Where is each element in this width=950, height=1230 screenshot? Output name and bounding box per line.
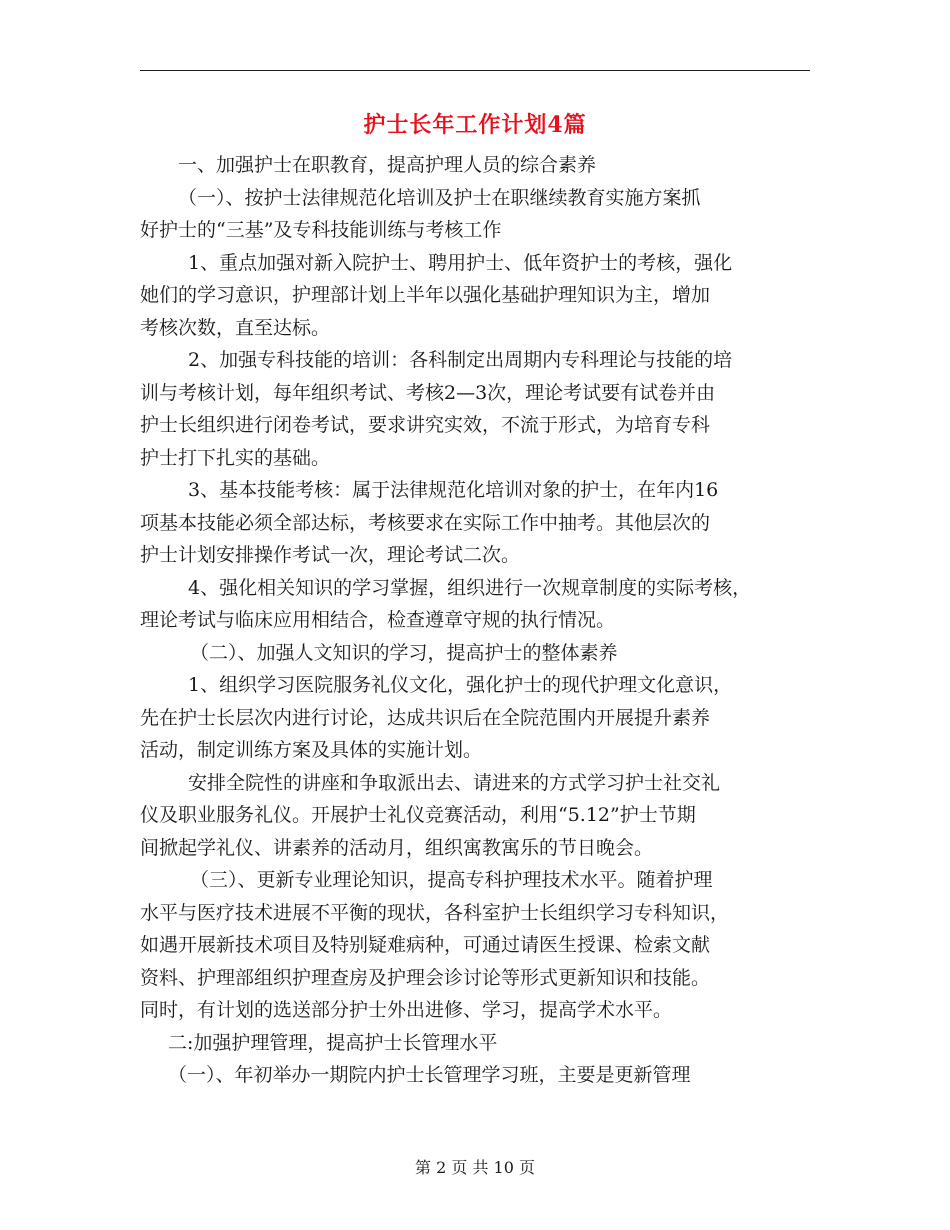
paragraph-line: 3、基本技能考核：属于法律规范化培训对象的护士，在年内16: [188, 479, 719, 501]
document-body: [140, 149, 812, 1092]
paragraph-line: 水平与医疗技术进展不平衡的现状，各科室护士长组织学习专科知识，: [140, 901, 730, 924]
paragraph-line: 先在护士长层次内进行讨论，达成共识后在全院范围内开展提升素养: [140, 706, 711, 729]
header-rule: [140, 70, 810, 71]
section-heading: 二:加强护理管理，提高护士长管理水平: [168, 1031, 498, 1054]
paragraph-line: 4、强化相关知识的学习掌握，组织进行一次规章制度的实际考核，: [188, 576, 752, 599]
paragraph-line: 资料、护理部组织护理查房及护理会诊讨论等形式更新知识和技能。: [140, 966, 711, 989]
paragraph-line: 间掀起学礼仪、讲素养的活动月，组织寓教寓乐的节日晚会。: [140, 836, 654, 859]
paragraph-line: 好护士的“三基”及专科技能训练与考核工作: [140, 219, 502, 241]
paragraph-line: 1、组织学习医院服务礼仪文化，强化护士的现代护理文化意识，: [188, 674, 733, 696]
paragraph-line: 活动，制定训练方案及具体的实施计划。: [140, 739, 483, 761]
paragraph-line: 仪及职业服务礼仪。开展护士礼仪竞赛活动，利用“5.12”护士节期: [140, 804, 696, 826]
paragraph-line: 她们的学习意识，护理部计划上半年以强化基础护理知识为主，增加: [140, 284, 711, 306]
paragraph-line: 理论考试与临床应用相结合，检查遵章守规的执行情况。: [140, 609, 616, 631]
paragraph-line: 1、重点加强对新入院护士、聘用护士、低年资护士的考核，强化: [188, 251, 733, 274]
subsection-heading: （一）、按护士法律规范化培训及护士在职继续教育实施方案抓: [178, 186, 701, 209]
paragraph-line: 护士计划安排操作考试一次，理论考试二次。: [140, 544, 521, 566]
subsection-heading: （三）、更新专业理论知识，提高专科护理技术水平。随着护理: [190, 869, 713, 891]
subsection-heading: （一）、年初举办一期院内护士长管理学习班，主要是更新管理: [168, 1064, 691, 1086]
paragraph-line: 安排全院性的讲座和争取派出去、请进来的方式学习护士社交礼: [188, 771, 721, 794]
document-title: 护士长年工作计划4篇: [363, 112, 587, 138]
paragraph-line: 2、加强专科技能的培训：各科制定出周期内专科理论与技能的培: [188, 349, 733, 371]
paragraph-line: 项基本技能必须全部达标，考核要求在实际工作中抽考。其他层次的: [140, 511, 711, 534]
paragraph-line: 如遇开展新技术项目及特别疑难病种，可通过请医生授课、检索文献: [140, 934, 711, 956]
paragraph-line: 考核次数，直至达标。: [140, 316, 331, 339]
section-heading: 一、加强护士在职教育，提高护理人员的综合素养: [178, 154, 597, 176]
paragraph-line: 护士长组织进行闭卷考试，要求讲究实效，不流于形式，为培育专科: [140, 414, 711, 436]
paragraph-line: 训与考核计划，每年组织考试、考核2—3次，理论考试要有试卷并由: [140, 381, 716, 404]
paragraph-line: 同时，有计划的选送部分护士外出进修、学习，提高学术水平。: [140, 999, 673, 1021]
page-footer: 第 2 页 共 10 页: [415, 1158, 535, 1177]
subsection-heading: （二）、加强人文知识的学习，提高护士的整体素养: [190, 641, 618, 664]
paragraph-line: 护士打下扎实的基础。: [140, 446, 331, 469]
